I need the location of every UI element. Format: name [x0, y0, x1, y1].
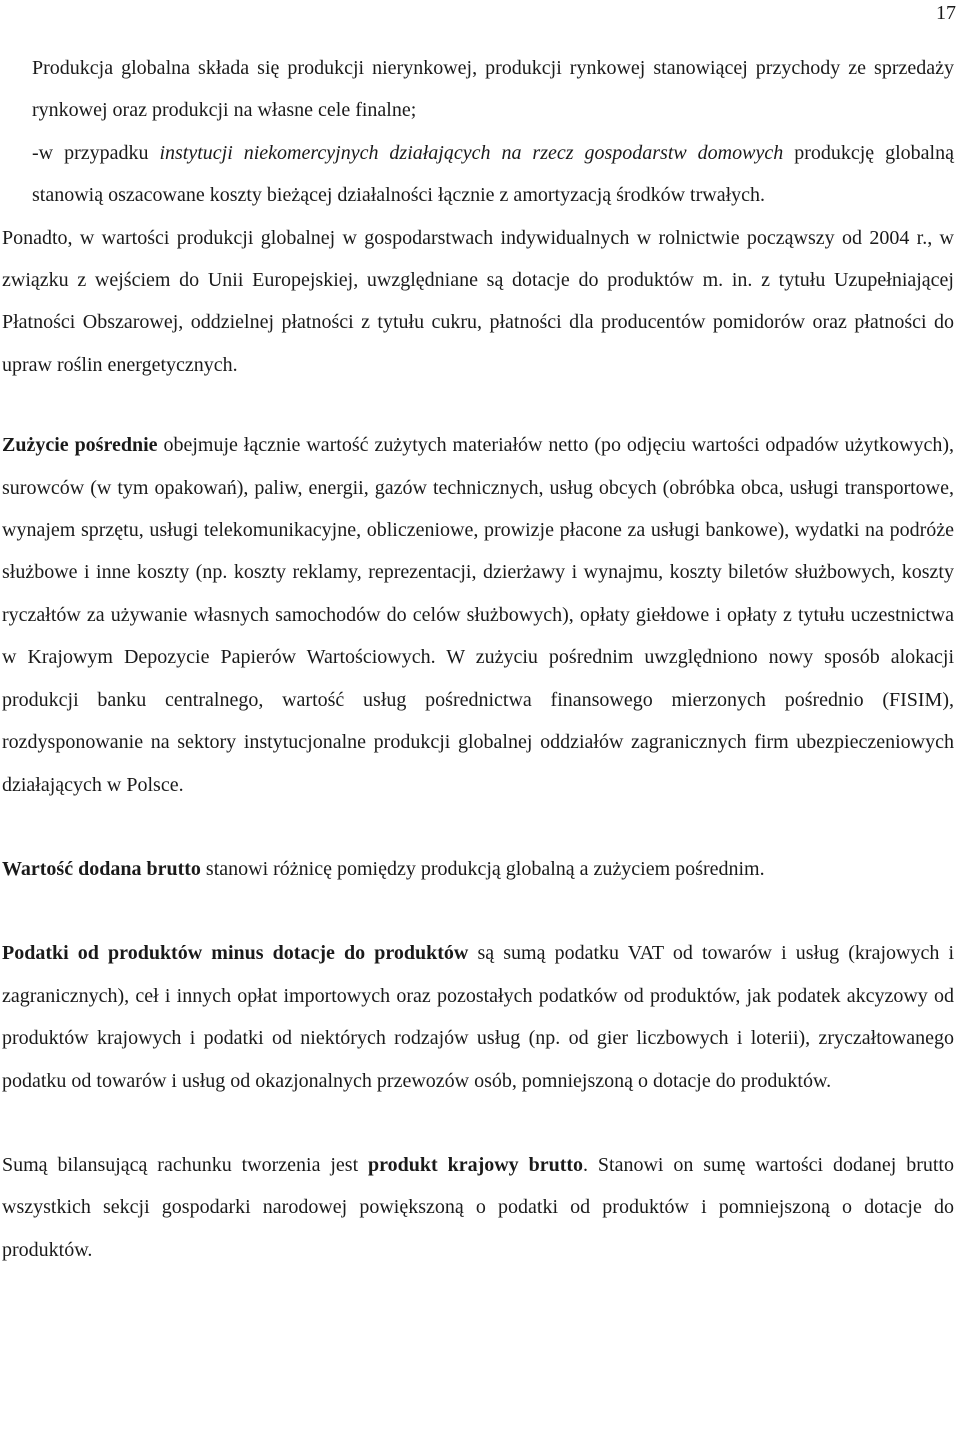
paragraph-product-taxes — [2, 932, 954, 1102]
global-production-text: Produkcja globalna składa się produkcji nierynkowej, produkcji rynkowej stanowiącej przychody ze sprzedaży rynkowej oraz produkcji na własne cele finalne; — [32, 57, 954, 122]
paragraph-global-production — [2, 47, 954, 217]
paragraph-agricultural-subsidies — [2, 217, 954, 387]
gross-value-added-text: stanowi różnicę pomiędzy produkcją globalną a zużyciem pośrednim. — [200, 857, 765, 880]
gdp-text-rest: . Stanowi on sumę wartości dodanej brutto wszystkich sekcji gospodarki narodowej powiększoną o podatki od produktów i pomniejszoną o dotacje do produktów. — [2, 1153, 954, 1261]
paragraph-gross-value-added — [2, 848, 954, 890]
page-number: 17 — [936, 2, 956, 24]
nonprofit-prefix: -w przypadku — [32, 141, 160, 164]
paragraph-intermediate-consumption — [2, 424, 954, 806]
paragraph-gdp — [2, 1144, 954, 1271]
product-taxes-text: są sumą podatku VAT od towarów i usług (krajowych i zagranicznych), ceł i innych opłat importowych oraz pozostałych podatków od produktów, jak podatek akcyzowy od produktów krajowych i podatki od niektórych rodzajów usług (np. od gier liczbowych i loterii), zryczałtowanego podatku od towarów i usług od okazjonalnych przewozów osób, pomniejszoną o dotacje do produktów. — [2, 942, 954, 1092]
term-product-taxes: Podatki od produktów minus dotacje do produktów — [2, 942, 469, 965]
term-intermediate-consumption: Zużycie pośrednie — [2, 434, 158, 457]
nonprofit-institutions-italic: instytucji niekomercyjnych działających na rzecz gospodarstw domowych — [159, 141, 784, 164]
term-gross-value-added: Wartość dodana brutto — [2, 857, 201, 880]
nonprofit-text: produkcję globalną stanowią oszacowane koszty bieżącej działalności łącznie z amortyzacją środków trwałych. — [32, 141, 954, 207]
gdp-text-intro: Sumą bilansującą rachunku tworzenia jest — [2, 1153, 369, 1176]
term-gdp: produkt krajowy brutto — [368, 1153, 584, 1176]
intermediate-consumption-text: obejmuje łącznie wartość zużytych materiałów netto (po odjęciu wartości odpadów użytkowych), surowców (w tym opakowań), paliw, energii, gazów technicznych, usług obcych (obróbka obca, usługi transportowe, wynajem sprzętu, usługi telekomunikacyjne, obliczeniowe, prowizje płacone za usługi bankowe), wydatki na podróże służbowe i inne koszty (np. koszty reklamy, reprezentacji, dzierżawy i wynajmu, koszty biletów służbowych, koszty ryczałtów za używanie własnych samochodów do celów służbowych), opłaty giełdowe i opłaty z tytułu uczestnictwa w Krajowym Depozycie Papierów Wartościowych. W zużyciu pośrednim uwzględniono nowy sposób alokacji produkcji banku centralnego, wartość usług pośrednictwa finansowego mierzonych pośrednio (FISIM), rozdysponowanie na sektory instytucjonalne produkcji globalnej oddziałów zagranicznych firm ubezpieczeniowych działających w Polsce. — [2, 434, 954, 796]
document-body — [2, 47, 954, 1271]
agricultural-subsidies-text: Ponadto, w wartości produkcji globalnej w gospodarstwach indywidualnych w rolnictwie począwszy od 2004 r., w związku z wejściem do Unii Europejskiej, uwzględniane są dotacje do produktów m. in. z tytułu Uzupełniającej Płatności Obszarowej, oddzielnej płatności z tytułu cukru, płatności dla producentów pomidorów oraz płatności do upraw roślin energetycznych. — [2, 226, 954, 376]
